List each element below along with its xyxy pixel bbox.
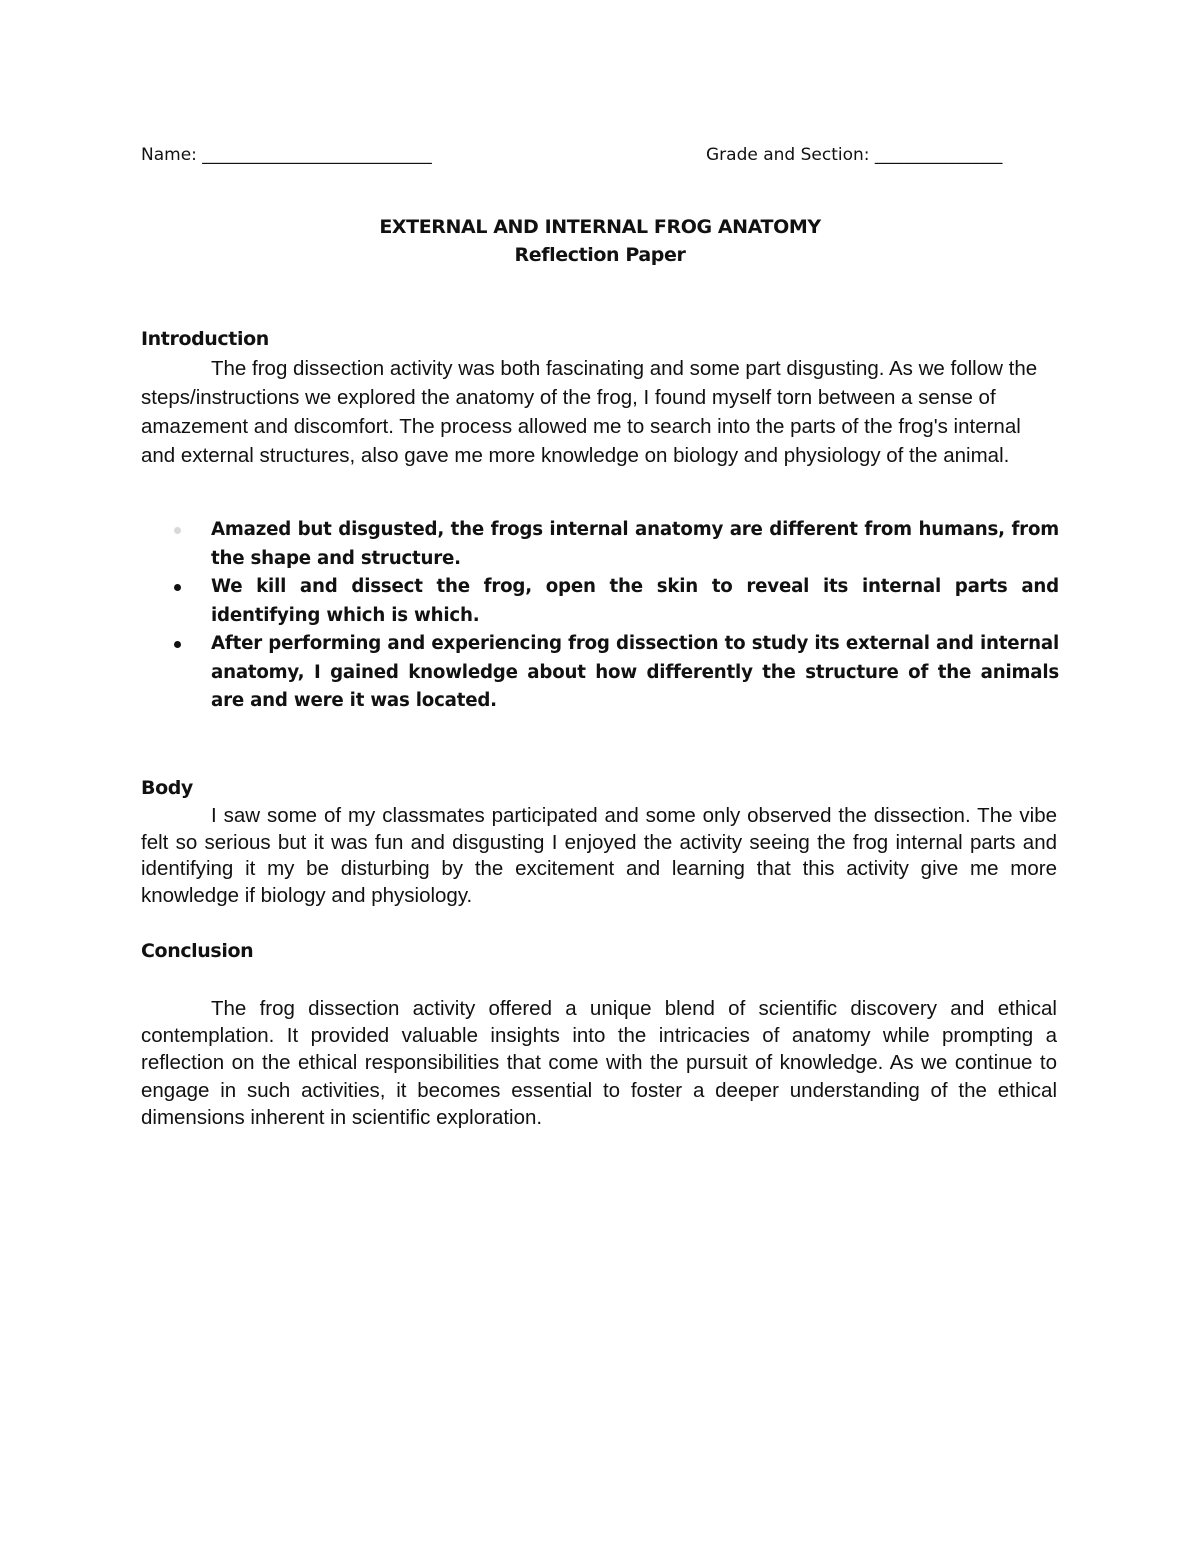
- bullet-icon: [174, 584, 181, 591]
- body-paragraph: I saw some of my classmates participated and some only observed the dissection. The vibe felt so serious but it was fun and disgusting I enjoyed the activity seeing the frog internal parts and identifying it my be disturbing by the excitement and learning that this activity give me more knowledge if biology and physiology.: [141, 804, 1057, 907]
- introduction-paragraph: The frog dissection activity was both fascinating and some part disgusting. As we follow the steps/instructions we explored the anatomy of the frog, I found myself torn between a sense of amazement and discomfort. The process allowed me to search into the parts of the frog's internal and external structures, also gave me more knowledge on biology and physiology of the animal.: [141, 357, 1038, 467]
- bullet-item: [141, 630, 1059, 716]
- grade-section-field: Grade and Section: _______________: [706, 145, 1003, 165]
- document-subtitle: Reflection Paper: [514, 244, 686, 266]
- bullet-item: [141, 516, 1059, 573]
- bullet-icon: [174, 527, 181, 534]
- conclusion-heading: Conclusion: [141, 940, 254, 962]
- body-heading: Body: [141, 777, 193, 799]
- bullet-text: Amazed but disgusted, the frogs internal anatomy are different from humans, from the shape and structure.: [211, 519, 1059, 569]
- bullet-item: [141, 573, 1059, 630]
- introduction-bullet-list: [141, 516, 1059, 716]
- name-field: Name: ___________________________: [141, 145, 432, 165]
- introduction-heading: Introduction: [141, 328, 269, 350]
- bullet-text: We kill and dissect the frog, open the skin to reveal its internal parts and identifying which is which.: [211, 576, 1059, 626]
- bullet-text: After performing and experiencing frog dissection to study its external and internal anatomy, I gained knowledge about how differently the structure of the animals are and were it was located.: [211, 633, 1059, 711]
- bullet-icon: [174, 641, 181, 648]
- document-title: EXTERNAL AND INTERNAL FROG ANATOMY: [379, 216, 821, 238]
- conclusion-paragraph: The frog dissection activity offered a unique blend of scientific discovery and ethical contemplation. It provided valuable insights into the intricacies of anatomy while prompting a reflection on the ethical responsibilities that come with the pursuit of knowledge. As we continue to engage in such activities, it becomes essential to foster a deeper understanding of the ethical dimensions inherent in scientific exploration.: [141, 997, 1057, 1129]
